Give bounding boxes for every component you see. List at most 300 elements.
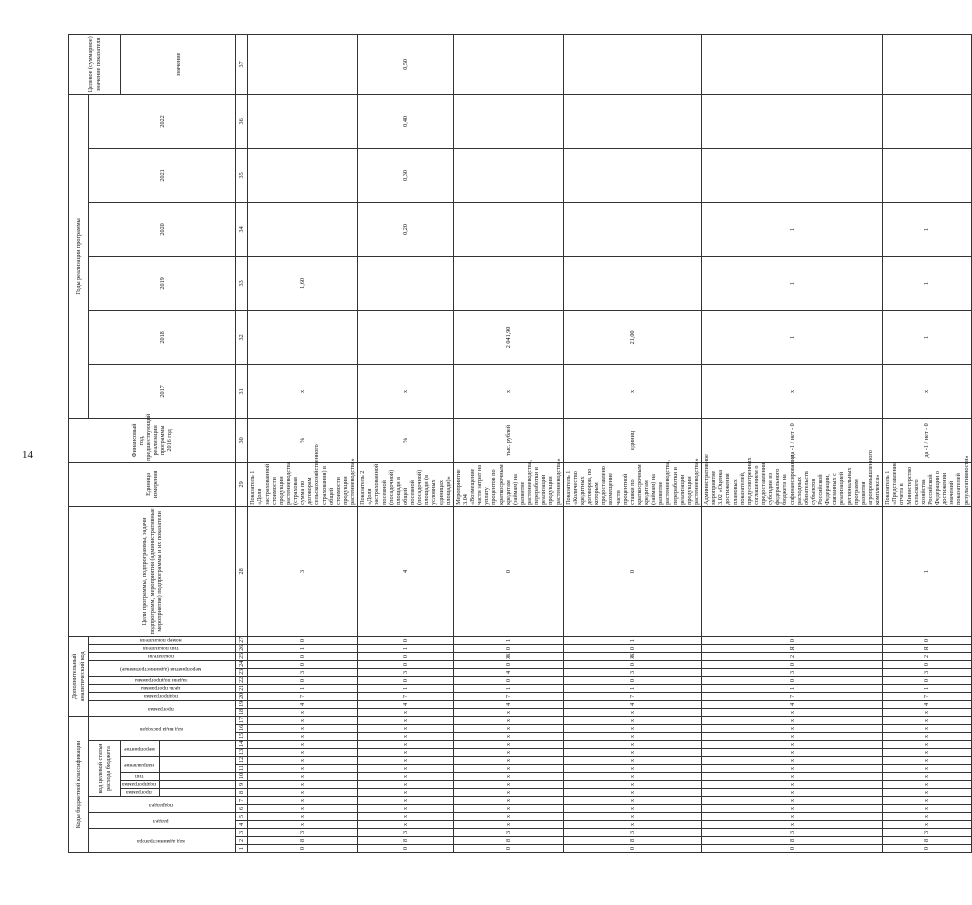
analytic-code-digit: 0 xyxy=(358,660,454,668)
year-value-cell: 1 xyxy=(883,256,972,310)
base-year-cell: x xyxy=(248,364,358,418)
analytic-code-digit: 0 xyxy=(883,636,972,644)
unit-cell: тыс. рублей xyxy=(453,418,563,462)
year-value-cell: 1 xyxy=(883,202,972,256)
budget-code-digit: x xyxy=(358,716,454,724)
budget-code-digit: 0 xyxy=(248,844,358,852)
budget-code-digit: x xyxy=(358,740,454,748)
year-value-cell xyxy=(248,148,358,202)
analytic-code-digit: 7 xyxy=(453,692,563,700)
year-value-cell xyxy=(563,94,701,148)
budget-code-digit: 8 xyxy=(883,836,972,844)
year-value-cell: 0,20 xyxy=(358,202,454,256)
column-number: 17 xyxy=(236,716,248,724)
base-year-cell: x xyxy=(883,364,972,418)
column-number: 12 xyxy=(236,756,248,764)
indicators-body xyxy=(248,34,971,852)
budget-code-digit: x xyxy=(883,716,972,724)
analytic-code-digit: 4 xyxy=(563,700,701,708)
analytic-code-digit: 0 xyxy=(453,506,563,636)
analytic-code-digit: 7 xyxy=(358,692,454,700)
year-value-cell: 1 xyxy=(883,310,972,364)
budget-code-digit: x xyxy=(248,788,358,796)
column-number: 3 xyxy=(236,828,248,836)
budget-code-digit: x xyxy=(453,724,563,732)
year-value-cell xyxy=(883,34,972,94)
analytic-indicator-type-header: тип показателя xyxy=(143,644,179,651)
year-value-cell: 21,00 xyxy=(563,310,701,364)
analytic-code-digit: Я xyxy=(883,644,972,652)
budget-code-digit: x xyxy=(883,748,972,756)
year-value-cell xyxy=(883,148,972,202)
budget-code-digit: x xyxy=(358,780,454,788)
analytic-code-digit: 3 xyxy=(883,668,972,676)
table-row xyxy=(702,34,883,852)
budget-code-digit: 8 xyxy=(453,836,563,844)
budget-code-digit: x xyxy=(453,740,563,748)
budget-code-digit: x xyxy=(358,724,454,732)
analytic-code-digit: 0 xyxy=(702,660,883,668)
budget-code-digit: x xyxy=(248,756,358,764)
year-2020-header: 2020 xyxy=(89,202,236,256)
column-number: 22 xyxy=(236,676,248,684)
budget-code-digit: x xyxy=(702,756,883,764)
year-value-cell xyxy=(453,34,563,94)
column-number: 16 xyxy=(236,724,248,732)
indicators-table xyxy=(68,33,972,852)
budget-code-digit: 8 xyxy=(563,836,701,844)
budget-code-digit: x xyxy=(563,740,701,748)
column-number: 30 xyxy=(236,418,248,462)
analytic-code-digit: 1 xyxy=(702,684,883,692)
unit-cell: да -1 / нет - 0 xyxy=(883,418,972,462)
expense-type-header: код вида расходов xyxy=(139,725,183,732)
article-direction-header: направление xyxy=(124,761,155,768)
table-row xyxy=(453,34,563,852)
budget-code-digit: x xyxy=(702,748,883,756)
budget-code-digit: x xyxy=(453,732,563,740)
budget-code-digit: x xyxy=(358,796,454,804)
analytic-code-digit: 0 xyxy=(358,676,454,684)
analytic-code-digit: 2 xyxy=(883,652,972,660)
analytic-code-digit: 7 xyxy=(248,692,358,700)
year-2021-header: 2021 xyxy=(89,148,236,202)
column-number: 34 xyxy=(236,202,248,256)
analytic-code-digit: 0 xyxy=(563,644,701,652)
column-number: 10 xyxy=(236,772,248,780)
budget-code-digit: x xyxy=(702,820,883,828)
analytic-code-digit: Ж xyxy=(563,652,701,660)
unit-cell: % xyxy=(358,418,454,462)
section-header: раздел xyxy=(153,817,169,824)
budget-code-digit: 0 xyxy=(563,844,701,852)
article-measure-header: мероприятие xyxy=(123,745,155,752)
year-value-cell xyxy=(563,34,701,94)
analytic-code-digit: 0 xyxy=(248,676,358,684)
analytic-code-digit: 1 xyxy=(453,684,563,692)
year-2019-header: 2019 xyxy=(89,256,236,310)
unit-cell: % xyxy=(248,418,358,462)
column-number: 35 xyxy=(236,148,248,202)
base-year-cell: x xyxy=(563,364,701,418)
analytic-code-digit: 0 xyxy=(883,660,972,668)
year-value-cell xyxy=(883,94,972,148)
column-number: 11 xyxy=(236,764,248,772)
budget-code-digit: x xyxy=(563,772,701,780)
budget-code-digit: x xyxy=(883,820,972,828)
year-value-cell xyxy=(453,148,563,202)
column-number: 8 xyxy=(236,788,248,796)
budget-code-digit: x xyxy=(883,732,972,740)
year-value-cell xyxy=(248,94,358,148)
budget-code-digit: x xyxy=(248,740,358,748)
budget-code-digit: x xyxy=(883,740,972,748)
budget-code-digit: x xyxy=(453,820,563,828)
budget-code-digit: 3 xyxy=(358,828,454,836)
column-number: 32 xyxy=(236,310,248,364)
analytic-code-digit: 7 xyxy=(563,692,701,700)
column-number: 21 xyxy=(236,684,248,692)
analytic-code-digit: 3 xyxy=(248,506,358,636)
budget-code-digit: x xyxy=(453,708,563,716)
year-value-cell xyxy=(248,34,358,94)
analytic-code-digit: 1 xyxy=(358,644,454,652)
budget-code-digit: 0 xyxy=(883,844,972,852)
budget-code-digit: x xyxy=(883,796,972,804)
budget-code-digit: x xyxy=(563,780,701,788)
analytic-admin-measures-header: мероприятия (административные) xyxy=(120,665,202,672)
budget-code-digit: x xyxy=(248,732,358,740)
budget-code-digit: x xyxy=(453,780,563,788)
budget-code-digit: 8 xyxy=(358,836,454,844)
column-number: 24 xyxy=(236,660,248,668)
analytic-code-digit: 1 xyxy=(883,684,972,692)
year-value-cell xyxy=(563,256,701,310)
year-value-cell xyxy=(248,202,358,256)
article-type-header: тип xyxy=(134,772,144,779)
analytic-code-digit: 3 xyxy=(702,668,883,676)
column-number: 1 xyxy=(236,844,248,852)
column-number: 28 xyxy=(236,506,248,636)
analytic-code-digit: 3 xyxy=(358,668,454,676)
base-year-cell: x xyxy=(358,364,454,418)
budget-code-digit: x xyxy=(563,756,701,764)
budget-code-digit: x xyxy=(563,796,701,804)
budget-code-digit: x xyxy=(563,724,701,732)
analytic-code-digit: 0 xyxy=(248,660,358,668)
column-number: 14 xyxy=(236,740,248,748)
budget-code-digit: x xyxy=(453,788,563,796)
unit-header: Единица измерения xyxy=(69,462,236,506)
analytic-code-digit: 4 xyxy=(702,700,883,708)
analytic-code-digit: 4 xyxy=(248,700,358,708)
base-year-header: Финансовый год, предшествующий реализации программы 2016 год xyxy=(69,418,236,462)
table-row xyxy=(563,34,701,852)
column-number: 7 xyxy=(236,796,248,804)
budget-code-digit: x xyxy=(248,724,358,732)
budget-code-digit: 0 xyxy=(702,844,883,852)
budget-code-digit: x xyxy=(453,804,563,812)
analytic-code-digit: 1 xyxy=(453,636,563,644)
column-number: 5 xyxy=(236,812,248,820)
analytic-code-digit: 1 xyxy=(248,644,358,652)
budget-code-digit: x xyxy=(453,772,563,780)
budget-code-digit: x xyxy=(883,724,972,732)
indicator-name: Административное мероприятие 3.02 «Оценка достижения плановых показателей, предусмотренных соглашением о предоставлении субсидии из федерального бюджета на софинансирование расходных обязательств субъектов Российской Федерации, связанных с реализацией региональных программ развития агропромышленного комплекса» xyxy=(703,449,882,505)
year-value-cell xyxy=(702,94,883,148)
analytic-code-digit: 4 xyxy=(358,700,454,708)
budget-code-digit: x xyxy=(358,804,454,812)
analytic-code-digit: Я xyxy=(702,644,883,652)
analytic-code-digit: 0 xyxy=(358,636,454,644)
year-value-cell: 2 041,90 xyxy=(453,310,563,364)
analytic-code-digit: 1 xyxy=(248,684,358,692)
year-value-cell xyxy=(702,34,883,94)
budget-code-digit: x xyxy=(358,708,454,716)
column-number: 13 xyxy=(236,748,248,756)
column-number: 6 xyxy=(236,804,248,812)
analytic-code-digit: 4 xyxy=(358,506,454,636)
budget-code-digit: x xyxy=(563,804,701,812)
analytic-code-digit: 3 xyxy=(563,668,701,676)
analytic-code-digit: 4 xyxy=(883,700,972,708)
table-row xyxy=(358,34,454,852)
budget-code-digit: x xyxy=(702,796,883,804)
budget-code-digit: 0 xyxy=(453,844,563,852)
year-value-cell xyxy=(358,256,454,310)
budget-code-digit: x xyxy=(563,764,701,772)
budget-code-digit: x xyxy=(883,772,972,780)
budget-code-digit: x xyxy=(358,772,454,780)
analytic-code-digit: 3 xyxy=(248,668,358,676)
subsection-header: подраздел xyxy=(149,801,174,808)
page-number: 14 xyxy=(22,449,33,461)
analytic-code-digit: 0 xyxy=(563,676,701,684)
budget-code-digit: x xyxy=(248,716,358,724)
year-2018-header: 2018 xyxy=(89,310,236,364)
analytic-code-digit xyxy=(702,506,883,636)
budget-code-digit: x xyxy=(702,732,883,740)
analytic-code-digit: 1 xyxy=(563,684,701,692)
column-numbers-row xyxy=(236,34,248,852)
budget-code-digit: x xyxy=(883,780,972,788)
program-indicators-sheet xyxy=(68,35,970,853)
budget-code-digit: x xyxy=(883,756,972,764)
budget-code-digit: x xyxy=(563,820,701,828)
year-2017-header: 2017 xyxy=(89,364,236,418)
budget-code-digit: x xyxy=(453,716,563,724)
column-number: 33 xyxy=(236,256,248,310)
article-subprogram-header: подпрограмма xyxy=(122,780,157,787)
budget-code-digit: x xyxy=(453,756,563,764)
target-group-header: Целевое (суммарное) значение показателя xyxy=(69,34,121,94)
year-value-cell xyxy=(453,256,563,310)
budget-code-digit: x xyxy=(702,740,883,748)
budget-code-digit: x xyxy=(702,764,883,772)
budget-code-digit: x xyxy=(358,764,454,772)
column-number: 37 xyxy=(236,34,248,94)
year-value-cell xyxy=(453,202,563,256)
analytic-program-header: программа xyxy=(148,705,174,712)
column-number: 4 xyxy=(236,820,248,828)
year-value-cell xyxy=(702,148,883,202)
column-number: 19 xyxy=(236,700,248,708)
budget-code-digit: x xyxy=(248,708,358,716)
year-value-cell: 0,30 xyxy=(358,148,454,202)
name-header: Цели программы, подпрограммы, задачи подпрограмм, мероприятия (административные мероприятия) подпрограммы и их показатели xyxy=(69,506,236,636)
budget-code-digit: x xyxy=(702,724,883,732)
budget-code-digit: x xyxy=(248,772,358,780)
year-value-cell: 1 xyxy=(702,202,883,256)
analytic-code-digit: 0 xyxy=(563,660,701,668)
budget-code-digit: x xyxy=(248,780,358,788)
budget-code-digit: 3 xyxy=(702,828,883,836)
budget-code-digit: x xyxy=(563,716,701,724)
budget-code-digit: x xyxy=(453,796,563,804)
budget-code-digit: x xyxy=(248,812,358,820)
budget-code-digit: x xyxy=(358,788,454,796)
table-row xyxy=(883,34,972,852)
analytic-code-digit: 0 xyxy=(883,676,972,684)
analytic-code-digit: 0 xyxy=(248,652,358,660)
analytic-code-digit: 0 xyxy=(453,676,563,684)
year-value-cell xyxy=(563,148,701,202)
analytic-code-digit: 0 xyxy=(248,636,358,644)
codes-group-header: Коды бюджетной классификации xyxy=(69,716,89,852)
year-value-cell: 1,60 xyxy=(248,256,358,310)
year-value-cell xyxy=(358,310,454,364)
budget-code-digit: 3 xyxy=(563,828,701,836)
analytic-code-digit: 1 xyxy=(883,506,972,636)
article-code-header: код целевой статьи расхода бюджета xyxy=(89,740,121,796)
budget-code-digit: x xyxy=(702,716,883,724)
indicator-name: Показатель 1 «Доля застрахованной стоимости продукции растениеводства (страховая сумма по договорам сельскохозяйственного страхования) в общей стоимости продукции растениеводства» xyxy=(249,443,357,505)
budget-code-digit: x xyxy=(563,812,701,820)
analytic-group-header: Дополнительный аналитический код xyxy=(69,636,89,716)
indicator-name: Мероприятие 3.04 «Возмещение части затрат на уплату процентов по краткосрочным кредитам (займам) на развитие растениеводства, переработки и реализации продукции растениеводства» xyxy=(454,457,562,505)
budget-code-digit: x xyxy=(702,812,883,820)
budget-code-digit: x xyxy=(883,708,972,716)
budget-code-digit: x xyxy=(248,804,358,812)
budget-code-digit: 8 xyxy=(248,836,358,844)
budget-code-digit: x xyxy=(883,804,972,812)
year-value-cell: 1 xyxy=(702,256,883,310)
column-number: 36 xyxy=(236,94,248,148)
column-number: 27 xyxy=(236,636,248,644)
base-year-cell: x xyxy=(702,364,883,418)
analytic-code-digit: 7 xyxy=(883,692,972,700)
budget-code-digit: x xyxy=(248,764,358,772)
budget-code-digit: x xyxy=(358,812,454,820)
budget-code-digit: x xyxy=(883,788,972,796)
analytic-indicators-header: показатели xyxy=(148,652,175,659)
analytic-code-digit: 2 xyxy=(702,652,883,660)
budget-code-digit: x xyxy=(702,780,883,788)
analytic-code-digit: 1 xyxy=(358,684,454,692)
budget-code-digit: x xyxy=(883,764,972,772)
year-value-cell xyxy=(248,310,358,364)
column-number: 15 xyxy=(236,732,248,740)
budget-code-digit: x xyxy=(883,812,972,820)
analytic-code-digit: 0 xyxy=(702,676,883,684)
column-number: 2 xyxy=(236,836,248,844)
analytic-subprogram-header: подпрограмма xyxy=(144,692,179,699)
budget-code-digit: x xyxy=(248,820,358,828)
budget-code-digit: x xyxy=(563,708,701,716)
indicator-name: Показатель 1 «Количество кредитных договоров, по которым предоставлено возмещение части процентной ставки по краткосрочным кредитам (займам) на развитие растениеводства, переработки и реализации продукции растениеводства» xyxy=(564,457,700,505)
analytic-task-header: задачи подпрограммы xyxy=(134,676,188,683)
budget-code-digit: 3 xyxy=(248,828,358,836)
year-value-cell xyxy=(453,94,563,148)
budget-code-digit: 8 xyxy=(702,836,883,844)
budget-code-digit: x xyxy=(358,820,454,828)
article-program-header: программа xyxy=(126,788,152,795)
budget-code-digit: x xyxy=(702,788,883,796)
column-number: 31 xyxy=(236,364,248,418)
analytic-code-digit: 0 xyxy=(358,652,454,660)
year-2022-header: 2022 xyxy=(89,94,236,148)
column-number: 25 xyxy=(236,652,248,660)
target-value-header: значение xyxy=(121,34,236,94)
analytic-goal-header: цель программы xyxy=(141,684,181,691)
budget-code-digit: x xyxy=(358,756,454,764)
year-value-cell: 0,50 xyxy=(358,34,454,94)
indicator-name: Показатель 1 «Представление отчета в Министерство сельского хозяйства Российской Федерации о достижении значений показателей результативности» xyxy=(884,454,970,505)
budget-code-digit: x xyxy=(453,748,563,756)
column-number: 26 xyxy=(236,644,248,652)
column-number: 18 xyxy=(236,708,248,716)
analytic-code-digit: 0 xyxy=(453,660,563,668)
column-number: 20 xyxy=(236,692,248,700)
year-value-cell xyxy=(563,202,701,256)
indicator-name: Показатель 2 «Доля застрахованной посевной (посадочной) площади в общей посевной (посадочной) площади (в условных единицах площади)» xyxy=(359,463,452,505)
analytic-code-digit: 7 xyxy=(702,692,883,700)
unit-cell: единиц xyxy=(563,418,701,462)
year-value-cell: 0,40 xyxy=(358,94,454,148)
column-number: 23 xyxy=(236,668,248,676)
base-year-cell: x xyxy=(453,364,563,418)
analytic-code-digit: 0 xyxy=(702,636,883,644)
admin-code-header: код администратора xyxy=(137,837,185,844)
budget-code-digit: x xyxy=(248,748,358,756)
unit-cell: да -1 / нет - 0 xyxy=(702,418,883,462)
years-group-header: Годы реализации программы xyxy=(69,94,89,418)
budget-code-digit: x xyxy=(563,748,701,756)
analytic-indicator-number-header: номер показателя xyxy=(140,636,182,643)
budget-code-digit: 3 xyxy=(883,828,972,836)
analytic-code-digit: Ж xyxy=(453,652,563,660)
column-number: 29 xyxy=(236,462,248,506)
budget-code-digit: x xyxy=(702,708,883,716)
budget-code-digit: x xyxy=(563,732,701,740)
budget-code-digit: x xyxy=(358,732,454,740)
budget-code-digit: 0 xyxy=(358,844,454,852)
budget-code-digit: x xyxy=(248,796,358,804)
table-row xyxy=(248,34,358,852)
budget-code-digit: x xyxy=(358,748,454,756)
budget-code-digit: x xyxy=(453,812,563,820)
budget-code-digit: x xyxy=(563,788,701,796)
analytic-code-digit: 4 xyxy=(453,700,563,708)
column-number: 9 xyxy=(236,780,248,788)
analytic-code-digit: 0 xyxy=(563,506,701,636)
budget-code-digit: x xyxy=(702,772,883,780)
analytic-code-digit: 4 xyxy=(453,668,563,676)
budget-code-digit: x xyxy=(702,804,883,812)
analytic-code-digit: 0 xyxy=(453,644,563,652)
year-value-cell: 1 xyxy=(702,310,883,364)
analytic-code-digit: 1 xyxy=(563,636,701,644)
